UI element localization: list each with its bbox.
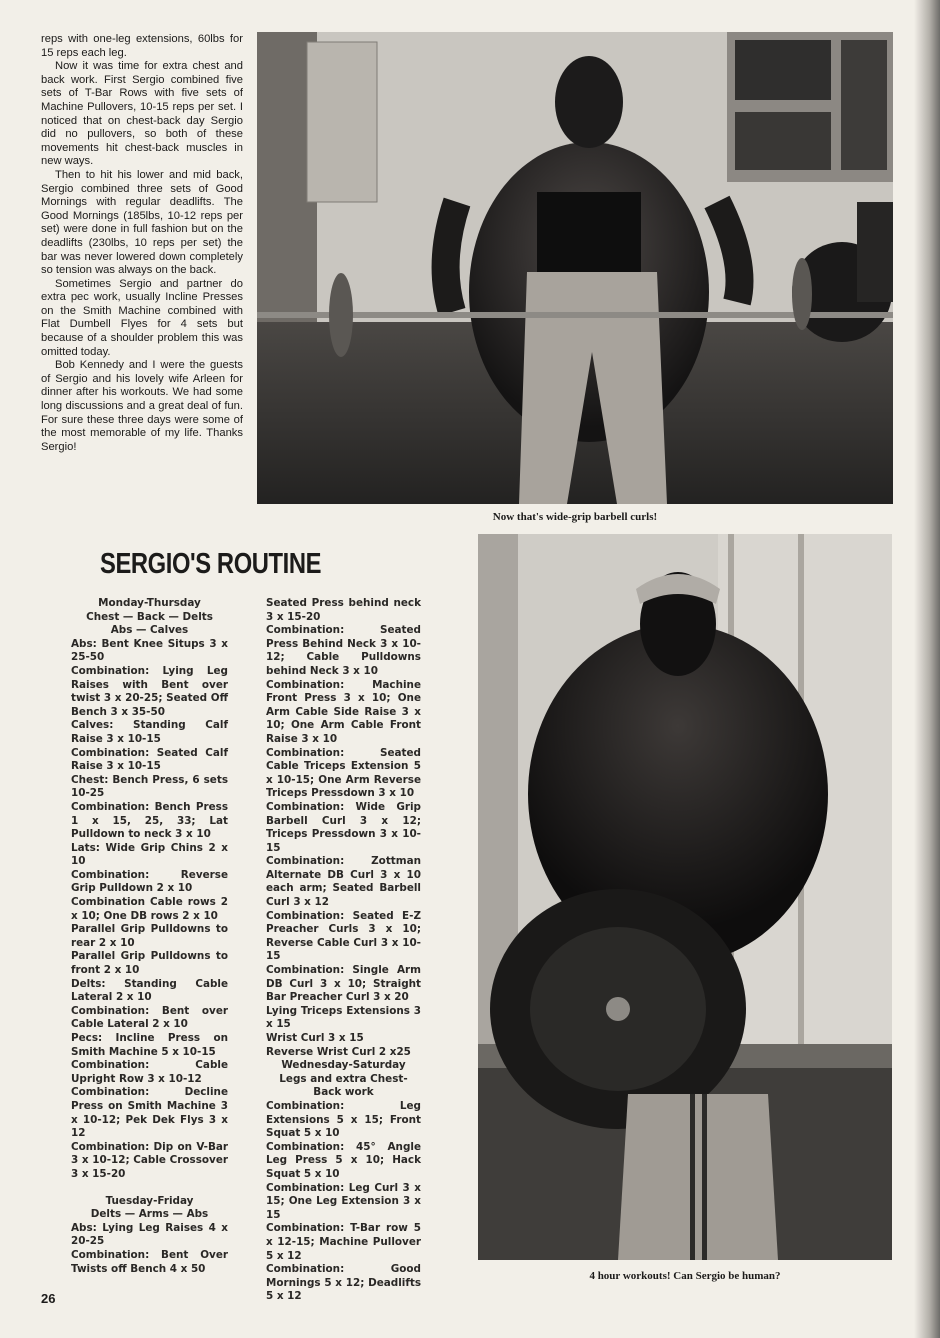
routine-column-left bbox=[71, 597, 228, 1276]
routine-entry: Combination: Bent Over Twists off Bench 4 x 50 bbox=[71, 1248, 228, 1275]
routine-entry: Combination: Leg Curl 3 x 15; One Leg Extension 3 x 15 bbox=[266, 1181, 421, 1221]
routine-entry: Combination: Seated Cable Triceps Extension 5 x 10-15; One Arm Reverse Triceps Pressdown 3 x 10 bbox=[266, 746, 421, 800]
routine-entry: Combination Cable rows 2 x 10; One DB rows 2 x 10 bbox=[71, 896, 228, 922]
routine-spacer bbox=[71, 1182, 228, 1195]
photo-plate-holding-image bbox=[478, 534, 892, 1260]
routine-entry: Lats: Wide Grip Chins 2 x 10 bbox=[71, 841, 228, 868]
routine-entry: Seated Press behind neck 3 x 15-20 bbox=[266, 597, 421, 623]
routine-entry: Combination: Good Mornings 5 x 12; Deadlifts 5 x 12 bbox=[266, 1263, 421, 1303]
routine-entry: Abs: Lying Leg Raises 4 x 20-25 bbox=[71, 1221, 228, 1248]
routine-entry: Pecs: Incline Press on Smith Machine 5 x 10-15 bbox=[71, 1032, 228, 1058]
routine-entry: Calves: Standing Calf Raise 3 x 10-15 bbox=[71, 719, 228, 745]
intro-paragraph: Sometimes Sergio and partner do extra pec work, usually Incline Presses on the Smith Machine combined with Flat Dumbell Flyes for 4 sets but because of a shoulder problem this was omitted today. bbox=[41, 277, 243, 358]
routine-day-heading: Tuesday-Friday bbox=[105, 1194, 194, 1207]
routine-day-heading: Abs — Calves bbox=[110, 624, 189, 637]
routine-entry: Lying Triceps Extensions 3 x 15 bbox=[266, 1004, 421, 1031]
intro-paragraph: reps with one-leg extensions, 60lbs for 15 reps each leg. bbox=[41, 33, 243, 59]
page-edge-shadow bbox=[914, 0, 940, 1338]
routine-day-heading: Legs and extra Chest-Back work bbox=[279, 1072, 408, 1099]
routine-entry: Combination: Seated E-Z Preacher Curls 3 x 10; Reverse Cable Curl 3 x 10-15 bbox=[266, 909, 421, 963]
routine-entry: Combination: Cable Upright Row 3 x 10-12 bbox=[71, 1059, 228, 1085]
intro-paragraph: Now it was time for extra chest and back work. First Sergio combined five sets of T-Bar Rows with five sets of Machine Pullovers, 10-15 reps per set. I noticed that on chest-back day Sergio did no pullovers, so both of these movements hit chest-back muscles in new ways. bbox=[41, 60, 243, 168]
intro-article-column bbox=[41, 33, 243, 454]
routine-day-heading: Delts — Arms — Abs bbox=[90, 1208, 209, 1221]
routine-entry: Combination: 45° Angle Leg Press 5 x 10; Hack Squat 5 x 10 bbox=[266, 1140, 421, 1180]
routine-entry: Chest: Bench Press, 6 sets 10-25 bbox=[71, 773, 228, 800]
routine-entry: Combination: Leg Extensions 5 x 15; Front Squat 5 x 10 bbox=[266, 1099, 421, 1140]
routine-entry: Combination: Single Arm DB Curl 3 x 10; Straight Bar Preacher Curl 3 x 20 bbox=[266, 964, 421, 1004]
routine-entry: Parallel Grip Pulldowns to rear 2 x 10 bbox=[71, 923, 228, 949]
routine-day-heading: Chest — Back — Delts bbox=[86, 610, 213, 623]
routine-entry: Combination: Machine Front Press 3 x 10; One Arm Cable Side Raise 3 x 10; One Arm Cable Front Raise 3 x 10 bbox=[266, 678, 421, 745]
routine-entry: Combination: Zottman Alternate DB Curl 3 x 10 each arm; Seated Barbell Curl 3 x 12 bbox=[266, 855, 421, 909]
routine-entry: Parallel Grip Pulldowns to front 2 x 10 bbox=[71, 950, 228, 977]
routine-entry: Combination: Seated Press Behind Neck 3 x 10-12; Cable Pulldowns behind Neck 3 x 10 bbox=[266, 624, 421, 677]
photo-plate-holding bbox=[478, 534, 892, 1260]
routine-entry: Wrist Curl 3 x 15 bbox=[266, 1032, 364, 1044]
routine-entry: Combination: Decline Press on Smith Machine 3 x 10-12; Pek Dek Flys 3 x 12 bbox=[71, 1086, 228, 1140]
page-number: 26 bbox=[41, 1291, 56, 1306]
routine-day-heading: Wednesday-Saturday bbox=[281, 1059, 406, 1072]
photo-caption-top: Now that's wide-grip barbell curls! bbox=[492, 511, 658, 523]
photo-caption-bottom: 4 hour workouts! Can Sergio be human? bbox=[589, 1270, 781, 1282]
routine-entry: Combination: Reverse Grip Pulldown 2 x 10 bbox=[71, 868, 228, 895]
routine-entry: Combination: Seated Calf Raise 3 x 10-15 bbox=[71, 746, 228, 773]
routine-entry: Combination: T-Bar row 5 x 12-15; Machine Pullover 5 x 12 bbox=[266, 1222, 421, 1262]
routine-entry: Combination: Lying Leg Raises with Bent over twist 3 x 20-25; Seated Off Bench 3 x 35-50 bbox=[71, 664, 228, 718]
routine-day-heading: Monday-Thursday bbox=[98, 597, 201, 609]
photo-wide-grip-barbell-curl-image bbox=[257, 32, 893, 504]
routine-heading: SERGIO'S ROUTINE bbox=[100, 548, 322, 580]
routine-entry: Combination: Wide Grip Barbell Curl 3 x 12; Triceps Pressdown 3 x 10-15 bbox=[266, 800, 421, 854]
routine-entry: Combination: Dip on V-Bar 3 x 10-12; Cable Crossover 3 x 15-20 bbox=[71, 1140, 228, 1180]
intro-paragraph: Then to hit his lower and mid back, Sergio combined three sets of Good Mornings with regular deadlifts. The Good Mornings (185lbs, 10-12 reps per set) were done in full fashion but on the deadlifts (230lbs, 10 reps per set) the bar was never lowered down completely so tension was always on the back. bbox=[41, 168, 243, 277]
routine-entry: Combination: Bench Press 1 x 15, 25, 33; Lat Pulldown to neck 3 x 10 bbox=[71, 800, 228, 841]
routine-entry: Abs: Bent Knee Situps 3 x 25-50 bbox=[71, 637, 228, 664]
intro-paragraph: Bob Kennedy and I were the guests of Sergio and his lovely wife Arleen for dinner after his workouts. We had some long discussions and a great deal of fun. For sure these three days were some of the most memorable of my life. Thanks Sergio! bbox=[41, 359, 243, 453]
routine-column-right bbox=[266, 597, 421, 1304]
photo-wide-grip-barbell-curl bbox=[257, 32, 893, 504]
routine-entry: Reverse Wrist Curl 2 x25 bbox=[266, 1045, 411, 1058]
routine-entry: Combination: Bent over Cable Lateral 2 x 10 bbox=[71, 1004, 228, 1031]
routine-entry: Delts: Standing Cable Lateral 2 x 10 bbox=[71, 977, 228, 1004]
